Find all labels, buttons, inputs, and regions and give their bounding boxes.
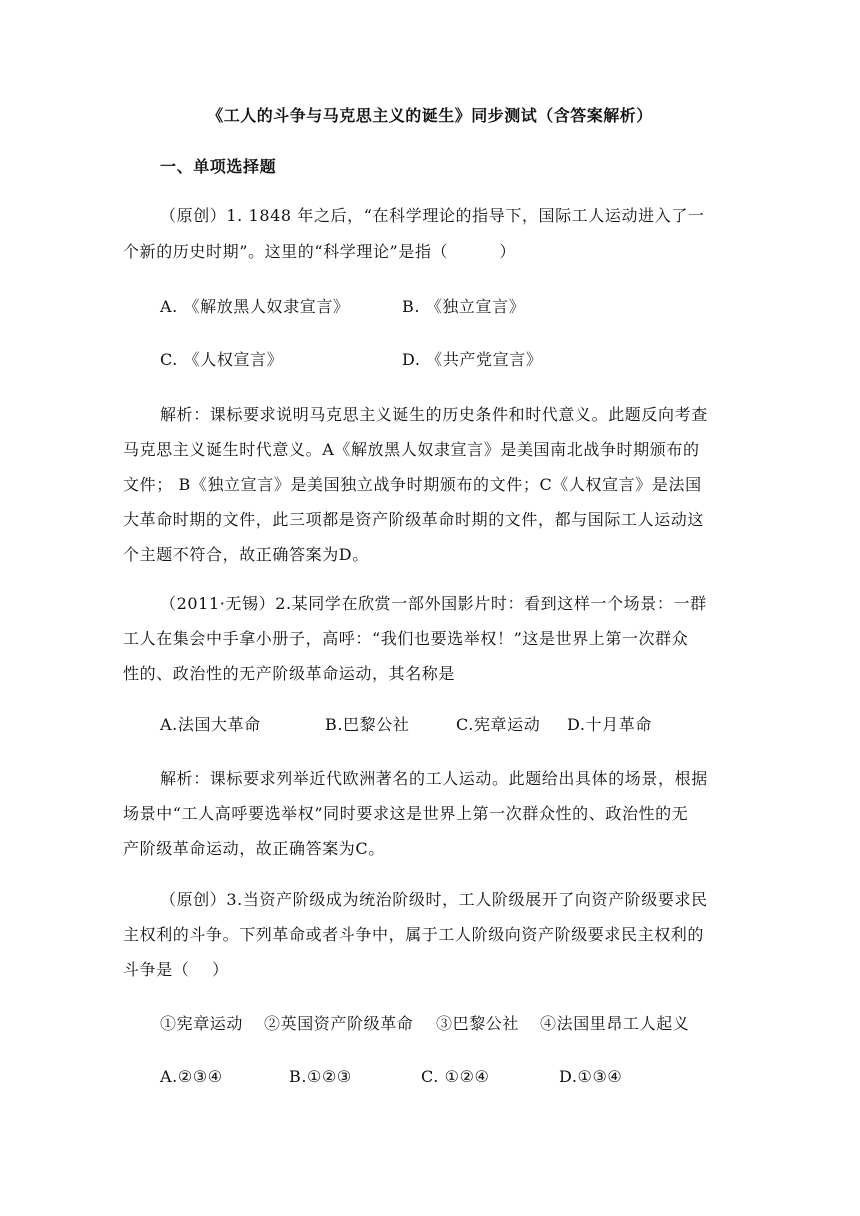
- q1-option-c: C. 《人权宣言》: [160, 350, 284, 369]
- q2-stem-line-1: （2011·无锡）2.某同学在欣赏一部外国影片时：看到这样一个场景：一群: [160, 594, 707, 613]
- q2-option-d: D.十月革命: [567, 715, 652, 734]
- document-title: 《工人的斗争与马克思主义的诞生》同步测试（含答案解析）: [207, 106, 653, 125]
- q1-stem-line-2: 个新的历史时期”。这里的“科学理论”是指（ ）: [123, 242, 516, 261]
- q3-item-2: ②英国资产阶级革命: [264, 1014, 414, 1033]
- q1-analysis-line-3: 文件； B《独立宣言》是美国独立战争时期颁布的文件；C《人权宣言》是法国: [123, 475, 702, 494]
- q3-option-d: D.①③④: [559, 1067, 623, 1086]
- q3-stem-line-1: （原创）3.当资产阶级成为统治阶级时，工人阶级展开了向资产阶级要求民: [160, 890, 708, 909]
- q3-item-4: ④法国里昂工人起义: [540, 1014, 690, 1033]
- q1-analysis-line-1: 解析：课标要求说明马克思主义诞生的历史条件和时代意义。此题反向考查: [160, 405, 708, 424]
- q2-stem-line-2: 工人在集会中手拿小册子，高呼：“我们也要选举权！”这是世界上第一次群众: [123, 629, 689, 648]
- q1-option-d: D. 《共产党宣言》: [402, 350, 543, 369]
- q2-analysis-line-1: 解析：课标要求列举近代欧洲著名的工人运动。此题给出具体的场景，根据: [160, 769, 708, 788]
- q3-option-c: C. ①②④: [421, 1067, 490, 1086]
- q2-option-b: B.巴黎公社: [325, 715, 410, 734]
- section-heading: 一、单项选择题: [160, 157, 277, 176]
- q1-analysis-line-2: 马克思主义诞生时代意义。A《解放黑人奴隶宣言》是美国南北战争时期颁布的: [123, 440, 700, 459]
- q1-option-a: A. 《解放黑人奴隶宣言》: [160, 297, 350, 316]
- q1-stem-line-1: （原创）1. 1848 年之后，“在科学理论的指导下，国际工人运动进入了一: [160, 206, 705, 225]
- q2-analysis-line-2: 场景中“工人高呼要选举权”同时要求这是世界上第一次群众性的、政治性的无: [123, 804, 689, 823]
- q2-analysis-line-3: 产阶级革命运动，故正确答案为C。: [123, 839, 385, 858]
- q1-analysis-line-5: 个主题不符合，故正确答案为D。: [123, 545, 369, 564]
- q3-stem-line-3: 斗争是（ ）: [123, 960, 229, 979]
- q3-option-a: A.②③④: [160, 1067, 223, 1086]
- q3-stem-line-2: 主权利的斗争。下列革命或者斗争中，属于工人阶级向资产阶级要求民主权利的: [123, 925, 705, 944]
- q2-stem-line-3: 性的、政治性的无产阶级革命运动，其名称是: [123, 664, 456, 683]
- q1-option-b: B. 《独立宣言》: [402, 297, 526, 316]
- q3-item-3: ③巴黎公社: [436, 1014, 520, 1033]
- q3-option-b: B.①②③: [289, 1067, 352, 1086]
- q3-item-1: ①宪章运动: [160, 1014, 244, 1033]
- q1-analysis-line-4: 大革命时期的文件，此三项都是资产阶级革命时期的文件，都与国际工人运动这: [123, 510, 705, 529]
- q2-option-a: A.法国大革命: [160, 715, 261, 734]
- q2-option-c: C.宪章运动: [456, 715, 541, 734]
